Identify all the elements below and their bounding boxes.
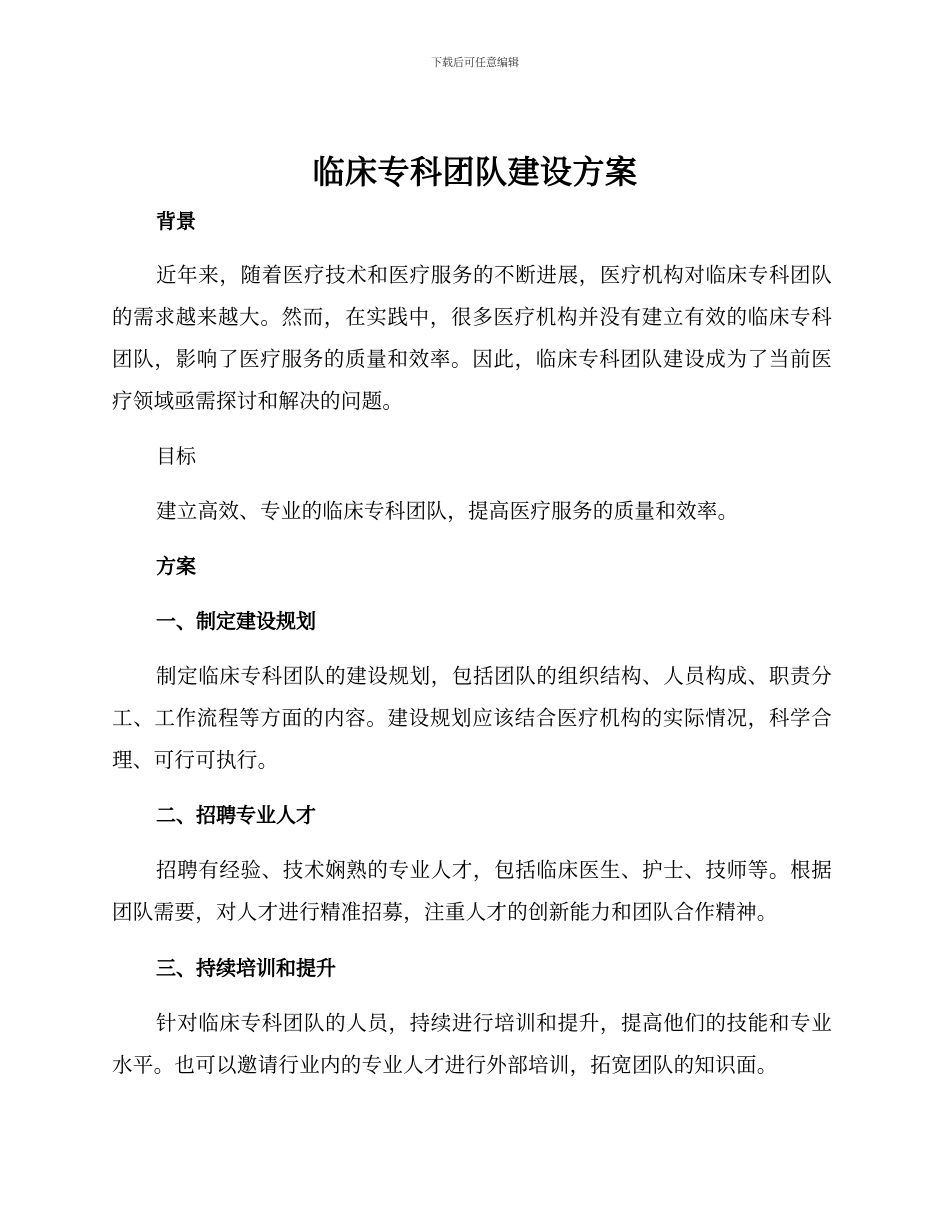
paragraph-plan-1: 制定临床专科团队的建设规划，包括团队的组织结构、人员构成、职责分工、工作流程等方面的内容。建设规划应该结合医疗机构的实际情况，科学合理、可行可执行。: [112, 664, 832, 772]
section-heading-plan: 方案: [156, 554, 196, 578]
paragraph-background: 近年来，随着医疗技术和医疗服务的不断进展，医疗机构对临床专科团队的需求越来越大。然而，在实践中，很多医疗机构并没有建立有效的临床专科团队，影响了医疗服务的质量和效率。因此，临床专科团队建设成为了当前医疗领域亟需探讨和解决的问题。: [112, 263, 832, 413]
subsection-heading-plan-3: 三、持续培训和提升: [156, 956, 336, 980]
document-title: 临床专科团队建设方案: [312, 153, 638, 191]
paragraph-plan-3: 针对临床专科团队的人员，持续进行培训和提升，提高他们的技能和专业水平。也可以邀请行业内的专业人才进行外部培训，拓宽团队的知识面。: [112, 1011, 832, 1077]
paragraph-goal: 建立高效、专业的临床专科团队，提高医疗服务的质量和效率。: [156, 499, 739, 523]
section-heading-background: 背景: [156, 209, 196, 233]
page-header-note: 下载后可任意编辑: [431, 56, 519, 69]
paragraph-plan-2: 招聘有经验、技术娴熟的专业人才，包括临床医生、护士、技师等。根据团队需要，对人才进行精准招募，注重人才的创新能力和团队合作精神。: [112, 858, 832, 924]
subsection-heading-plan-1: 一、制定建设规划: [156, 609, 316, 633]
section-heading-goal: 目标: [156, 444, 196, 468]
subsection-heading-plan-2: 二、招聘专业人才: [156, 803, 316, 827]
